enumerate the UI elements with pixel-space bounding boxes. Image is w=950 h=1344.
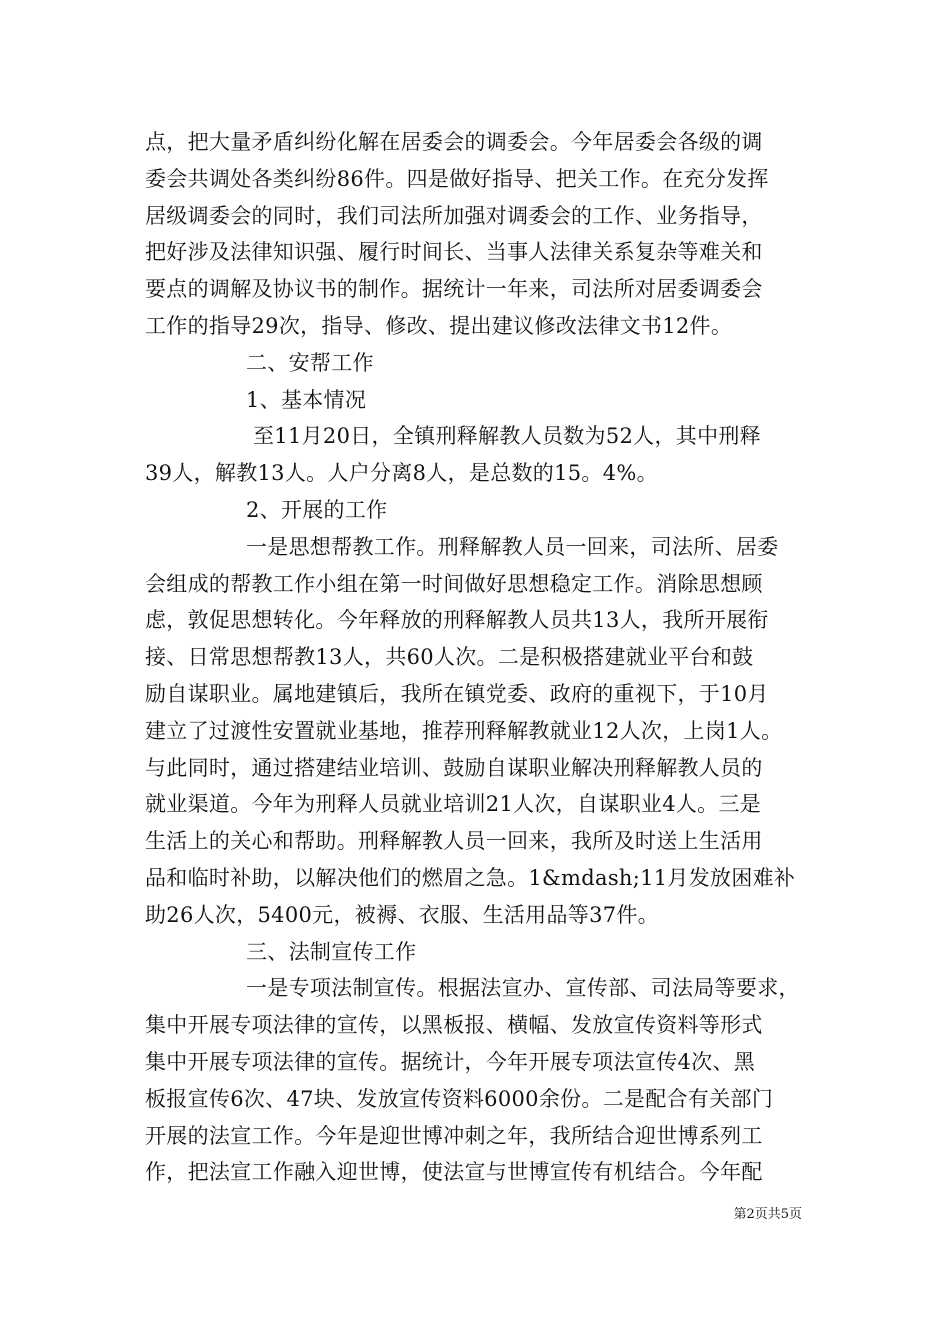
body-line: 委会共调处各类纠纷86件。四是做好指导、把关工作。在充分发挥 — [145, 166, 769, 191]
body-line: 作，把法宣工作融入迎世博，使法宣与世博宣传有机结合。今年配 — [145, 1160, 763, 1185]
body-line: 点，把大量矛盾纠纷化解在居委会的调委会。今年居委会各级的调 — [145, 130, 763, 154]
body-line: 工作的指导29次，指导、修改、提出建议修改法律文书12件。 — [145, 313, 733, 338]
body-line: 与此同时，通过搭建结业培训、鼓励自谋职业解决刑释解教人员的 — [145, 755, 763, 780]
body-line: 会组成的帮教工作小组在第一时间做好思想稳定工作。消除思想顾 — [145, 571, 763, 596]
body-line: 品和临时补助，以解决他们的燃眉之急。1&mdash;11月发放困难补 — [145, 865, 796, 890]
body-line: 集中开展专项法律的宣传，以黑板报、横幅、发放宣传资料等形式 — [145, 1013, 763, 1038]
body-line: 励自谋职业。属地建镇后，我所在镇党委、政府的重视下，于10月 — [145, 681, 769, 706]
body-line: 把好涉及法律知识强、履行时间长、当事人法律关系复杂等难关和 — [145, 240, 763, 265]
body-line: 接、日常思想帮教13人，共60人次。二是积极搭建就业平台和鼓 — [145, 645, 754, 670]
paragraph-start: 至11月20日，全镇刑释解教人员数为52人，其中刑释 — [253, 424, 761, 449]
body-line: 建立了过渡性安置就业基地，推荐刑释解教就业12人次，上岗1人。 — [145, 718, 783, 743]
body-line: 开展的法宣工作。今年是迎世博冲刺之年，我所结合迎世博系列工 — [145, 1123, 763, 1148]
subsection-heading: 2、开展的工作 — [246, 497, 388, 522]
body-line: 就业渠道。今年为刑释人员就业培训21人次，自谋职业4人。三是 — [145, 792, 762, 817]
subsection-heading: 1、基本情况 — [246, 387, 367, 412]
body-line: 助26人次，5400元，被褥、衣服、生活用品等37件。 — [145, 902, 659, 927]
page-number: 第2页共5页 — [733, 1207, 802, 1222]
body-line: 生活上的关心和帮助。刑释解教人员一回来，我所及时送上生活用 — [145, 829, 763, 854]
body-line: 要点的调解及协议书的制作。据统计一年来，司法所对居委调委会 — [145, 277, 763, 302]
section-heading: 三、法制宣传工作 — [246, 939, 417, 964]
body-line: 居级调委会的同时，我们司法所加强对调委会的工作、业务指导， — [145, 203, 763, 228]
paragraph-start: 一是专项法制宣传。根据法宣办、宣传部、司法局等要求， — [246, 976, 800, 1001]
body-line: 虑，敦促思想转化。今年释放的刑释解教人员共13人，我所开展衔 — [145, 608, 769, 633]
section-heading: 二、安帮工作 — [246, 350, 374, 375]
body-line: 板报宣传6次、47块、发放宣传资料6000余份。二是配合有关部门 — [145, 1086, 774, 1111]
document-body — [145, 124, 835, 1191]
body-line: 集中开展专项法律的宣传。据统计，今年开展专项法宣传4次、黑 — [145, 1049, 756, 1074]
body-line: 39人，解教13人。人户分离8人，是总数的15。4%。 — [145, 461, 658, 486]
paragraph-start: 一是思想帮教工作。刑释解教人员一回来，司法所、居委 — [246, 534, 779, 559]
